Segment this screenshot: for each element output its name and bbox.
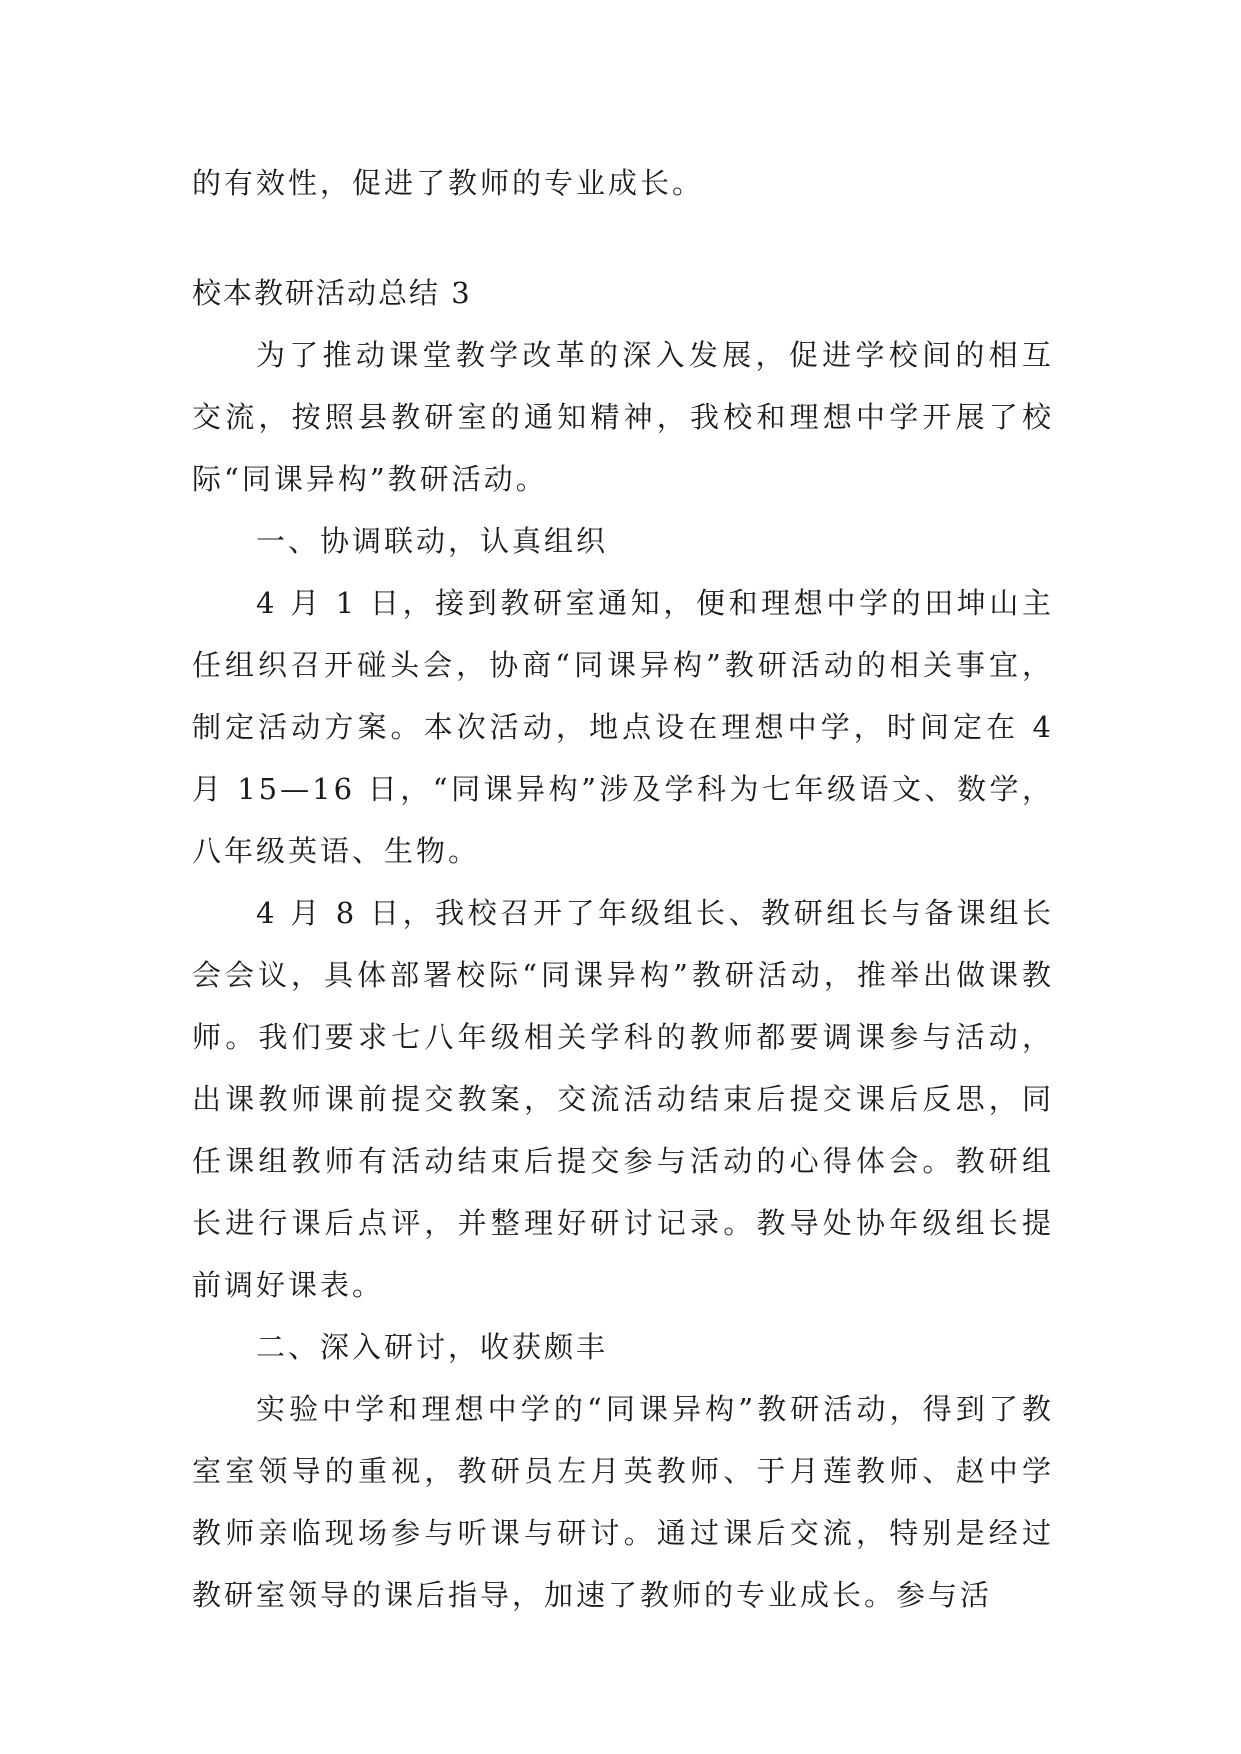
paragraph-april-1: 4 月 1 日，接到教研室通知，便和理想中学的田坤山主任组织召开碰头会，协商“同课异构”教研活动的相关事宜，制定活动方案。本次活动，地点设在理想中学，时间定在 4 月 15—16 日，“同课异构”涉及学科为七年级语文、数学，八年级英语、生物。 xyxy=(192,586,1054,868)
document-body xyxy=(192,152,1054,1626)
continuation-line: 的有效性，促进了教师的专业成长。 xyxy=(192,166,705,200)
intro-paragraph: 为了推动课堂教学改革的深入发展，促进学校间的相互交流，按照县教研室的通知精神，我校和理想中学开展了校际“同课异构”教研活动。 xyxy=(192,338,1054,496)
paragraph-research: 实验中学和理想中学的“同课异构”教研活动，得到了教室室领导的重视，教研员左月英教师、于月莲教师、赵中学教师亲临现场参与听课与研讨。通过课后交流，特别是经过教研室领导的课后指导，加速了教师的专业成长。参与活 xyxy=(192,1392,1054,1612)
section-heading-2: 二、深入研讨，收获颇丰 xyxy=(256,1330,609,1364)
section-heading-1: 一、协调联动，认真组织 xyxy=(256,524,609,558)
paragraph-april-8: 4 月 8 日，我校召开了年级组长、教研组长与备课组长会会议，具体部署校际“同课异构”教研活动，推举出做课教师。我们要求七八年级相关学科的教师都要调课参与活动，出课教师课前提交教案，交流活动结束后提交课后反思，同任课组教师有活动结束后提交参与活动的心得体会。教研组长进行课后点评，并整理好研讨记录。教导处协年级组长提前调好课表。 xyxy=(192,896,1054,1302)
document-title: 校本教研活动总结 3 xyxy=(192,276,472,310)
